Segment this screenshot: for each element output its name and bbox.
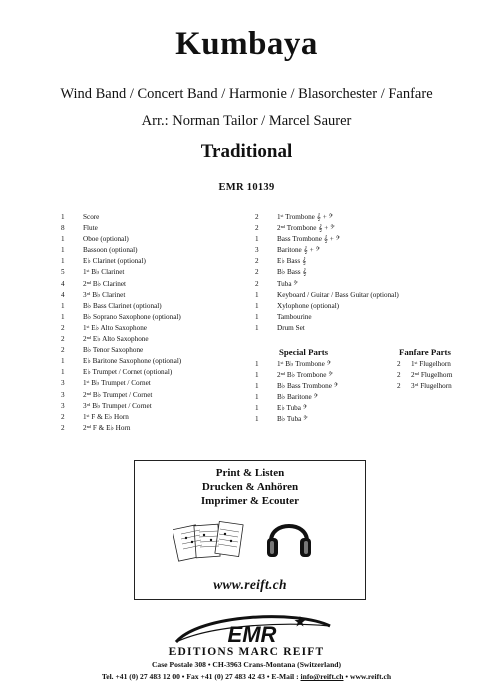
- part-name: B♭ Tuba 𝄢: [277, 415, 308, 424]
- part-row: [255, 323, 455, 334]
- part-qty: 1: [255, 301, 259, 310]
- part-name: 1ˢᵗ Trombone 𝄞 + 𝄢: [277, 213, 334, 221]
- contact-website: • www.reift.ch: [343, 672, 392, 681]
- fanfare-parts-list: [397, 359, 477, 392]
- part-row: [61, 367, 251, 378]
- part-qty: 1: [61, 213, 65, 221]
- logo-text: EMR: [227, 622, 277, 647]
- part-row: [255, 290, 455, 301]
- part-qty: 1: [255, 323, 259, 332]
- part-qty: 2: [255, 268, 259, 277]
- special-parts-list: [255, 359, 395, 426]
- parts-list-left: [61, 212, 251, 434]
- part-row: [61, 256, 251, 267]
- part-row: [61, 378, 251, 389]
- part-name: Flute: [83, 224, 98, 233]
- part-row: [255, 312, 455, 323]
- part-name: B♭ Bass Trombone 𝄢: [277, 382, 339, 391]
- part-row: [397, 359, 477, 370]
- part-qty: 2: [255, 257, 259, 266]
- part-name: E♭ Baritone Saxophone (optional): [83, 357, 182, 366]
- part-qty: 1: [255, 290, 259, 299]
- part-name: 1ˢᵗ F & E♭ Horn: [83, 412, 129, 421]
- part-name: Keyboard / Guitar / Bass Guitar (optional): [277, 290, 399, 299]
- part-row: [61, 267, 251, 278]
- part-name: 2ⁿᵈ E♭ Alto Saxophone: [83, 335, 149, 344]
- part-name: E♭ Trumpet / Cornet (optional): [83, 368, 173, 377]
- part-row: [61, 390, 251, 401]
- part-row: [61, 334, 251, 345]
- part-qty: 2: [255, 224, 259, 233]
- part-name: Drum Set: [277, 323, 305, 332]
- part-qty: 2: [61, 423, 65, 432]
- part-name: 2ⁿᵈ B♭ Trumpet / Cornet: [83, 390, 153, 399]
- part-row: [397, 381, 477, 392]
- part-qty: 1: [61, 312, 65, 321]
- part-name: 1ˢᵗ B♭ Trumpet / Cornet: [83, 379, 151, 388]
- contact-phone-fax: Tel. +41 (0) 27 483 12 00 • Fax +41 (0) 27 483 42 43 • E-Mail :: [101, 672, 301, 681]
- publisher-address: Case Postale 308 • CH-3963 Crans-Montana (Switzerland): [151, 660, 342, 669]
- arranger-line: Arr.: Norman Tailor / Marcel Saurer: [141, 113, 352, 129]
- part-row: [255, 256, 455, 267]
- part-name: Xylophone (optional): [277, 301, 340, 310]
- part-name: 3ʳᵈ B♭ Trumpet / Cornet: [83, 401, 152, 410]
- part-row: [61, 412, 251, 423]
- part-name: Bassoon (optional): [83, 246, 138, 255]
- part-name: Tuba 𝄢: [277, 279, 298, 288]
- headphones-icon: [265, 511, 313, 563]
- promo-line-english: Print & Listen: [215, 467, 285, 479]
- part-row: [255, 392, 395, 403]
- sheet-music-icon: [173, 517, 245, 563]
- part-qty: 1: [255, 360, 259, 368]
- part-row: [255, 279, 455, 290]
- part-name: 3ʳᵈ Flugelhorn: [411, 382, 452, 391]
- part-row: [255, 370, 395, 381]
- part-qty: 4: [61, 290, 65, 299]
- part-qty: 1: [255, 404, 259, 413]
- part-name: 2ⁿᵈ B♭ Trombone 𝄢: [277, 371, 333, 380]
- part-row: [255, 245, 455, 256]
- part-qty: 3: [61, 390, 65, 399]
- part-name: E♭ Tuba 𝄢: [277, 404, 308, 413]
- part-row: [61, 279, 251, 290]
- promo-line-french: Imprimer & Ecouter: [200, 495, 300, 507]
- part-qty: 1: [255, 382, 259, 391]
- print-listen-box: [134, 460, 366, 600]
- emr-logo-icon: [160, 608, 340, 648]
- publisher-name: EDITIONS MARC REIFT: [168, 646, 325, 658]
- part-qty: 1: [255, 312, 259, 321]
- part-qty: 2: [397, 371, 401, 380]
- composer-line: Traditional: [200, 141, 293, 162]
- part-row: [255, 223, 455, 234]
- part-name: B♭ Bass Clarinet (optional): [83, 301, 162, 310]
- part-name: E♭ Clarinet (optional): [83, 257, 146, 266]
- part-name: Bass Trombone 𝄞 + 𝄢: [277, 235, 341, 244]
- part-row: [61, 345, 251, 356]
- part-qty: 1: [61, 301, 65, 310]
- part-name: 2ⁿᵈ Trombone 𝄞 + 𝄢: [277, 224, 335, 233]
- part-row: [255, 381, 395, 392]
- part-qty: 2: [255, 213, 259, 221]
- part-qty: 5: [61, 268, 65, 277]
- part-qty: 1: [255, 415, 259, 424]
- part-row: [255, 359, 395, 370]
- part-name: B♭ Baritone 𝄢: [277, 393, 319, 402]
- publisher-contact: [0, 672, 493, 681]
- part-row: [397, 370, 477, 381]
- part-row: [61, 423, 251, 434]
- piece-title: Kumbaya: [175, 26, 318, 62]
- part-row: [255, 212, 455, 223]
- promo-line-german: Drucken & Anhören: [201, 481, 299, 493]
- part-row: [61, 401, 251, 412]
- part-qty: 8: [61, 224, 65, 233]
- part-qty: 1: [61, 246, 65, 255]
- part-name: Oboe (optional): [83, 235, 129, 244]
- part-name: 2ⁿᵈ F & E♭ Horn: [83, 423, 131, 432]
- part-qty: 2: [397, 360, 401, 368]
- part-name: E♭ Bass 𝄞: [277, 257, 307, 266]
- part-name: B♭ Soprano Saxophone (optional): [83, 312, 181, 321]
- part-row: [61, 356, 251, 367]
- part-name: Baritone 𝄞 + 𝄢: [277, 246, 321, 255]
- part-row: [61, 245, 251, 256]
- parts-list-right: [255, 212, 455, 334]
- ensemble-subtitle: Wind Band / Concert Band / Harmonie / Blasorchester / Fanfare: [60, 86, 433, 102]
- part-row: [61, 301, 251, 312]
- part-name: B♭ Tenor Saxophone: [83, 346, 144, 355]
- part-name: 1ˢᵗ B♭ Trombone 𝄢: [277, 360, 332, 368]
- part-name: 2ⁿᵈ Flugelhorn: [411, 371, 453, 380]
- part-qty: 3: [255, 246, 259, 255]
- part-qty: 2: [255, 279, 259, 288]
- part-row: [61, 323, 251, 334]
- part-row: [255, 414, 395, 425]
- part-row: [61, 212, 251, 223]
- contact-email-link[interactable]: info@reift.ch: [300, 672, 344, 681]
- part-qty: 2: [397, 382, 401, 391]
- part-name: 3ʳᵈ B♭ Clarinet: [83, 290, 126, 299]
- part-qty: 3: [61, 379, 65, 388]
- part-name: Tambourine: [277, 312, 312, 321]
- part-row: [255, 267, 455, 278]
- part-qty: 1: [61, 357, 65, 366]
- part-row: [61, 290, 251, 301]
- part-qty: 2: [61, 412, 65, 421]
- part-qty: 1: [61, 235, 65, 244]
- part-qty: 1: [255, 235, 259, 244]
- part-qty: 1: [61, 368, 65, 377]
- part-qty: 4: [61, 279, 65, 288]
- part-row: [61, 223, 251, 234]
- promo-website[interactable]: www.reift.ch: [213, 577, 287, 592]
- part-row: [61, 312, 251, 323]
- part-qty: 2: [61, 335, 65, 344]
- part-qty: 2: [61, 346, 65, 355]
- part-qty: 1: [255, 371, 259, 380]
- part-qty: 3: [61, 401, 65, 410]
- part-name: 1ˢᵗ E♭ Alto Saxophone: [83, 323, 147, 332]
- part-row: [255, 234, 455, 245]
- catalog-number: EMR 10139: [218, 182, 275, 193]
- fanfare-parts-heading: Fanfare Parts: [399, 347, 451, 357]
- part-row: [61, 234, 251, 245]
- part-name: 1ˢᵗ Flugelhorn: [411, 360, 451, 368]
- part-row: [255, 301, 455, 312]
- part-name: Score: [83, 213, 100, 221]
- part-name: 2ⁿᵈ B♭ Clarinet: [83, 279, 127, 288]
- part-row: [255, 403, 395, 414]
- special-parts-heading: Special Parts: [279, 347, 329, 357]
- part-name: B♭ Bass 𝄞: [277, 268, 307, 277]
- part-qty: 1: [61, 257, 65, 266]
- part-qty: 2: [61, 323, 65, 332]
- part-name: 1ˢᵗ B♭ Clarinet: [83, 268, 125, 277]
- part-qty: 1: [255, 393, 259, 402]
